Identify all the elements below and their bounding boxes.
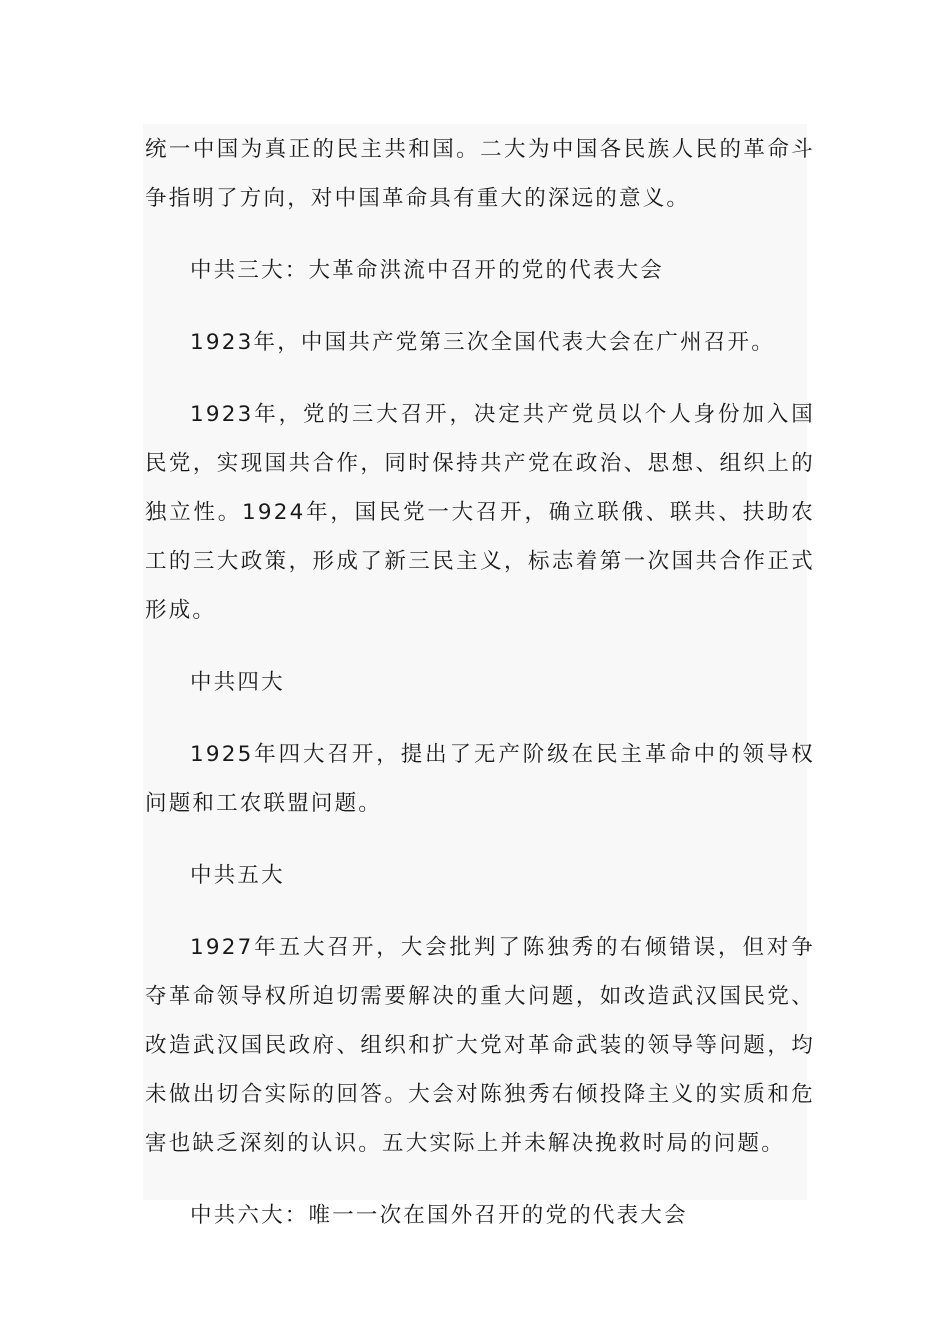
document-body (145, 124, 815, 1240)
paragraph-san-da-detail: 1923年，党的三大召开，决定共产党员以个人身份加入国民党，实现国共合作，同时保持共产党在政治、思想、组织上的独立性。1924年，国民党一大召开，确立联俄、联共、扶助农工的三大政策，形成了新三民主义，标志着第一次国共合作正式形成。 (145, 402, 815, 623)
heading-wu-da: 中共五大 (190, 863, 285, 888)
paragraph-wu-da: 1927年五大召开，大会批判了陈独秀的右倾错误，但对争夺革命领导权所迫切需要解决的重大问题，如改造武汉国民党、改造武汉国民政府、组织和扩大党对革命武装的领导等问题，均未做出切合实际的回答。大会对陈独秀右倾投降主义的实质和危害也缺乏深刻的认识。五大实际上并未解决挽救时局的问题。 (145, 935, 815, 1156)
paragraph-si-da: 1925年四大召开，提出了无产阶级在民主革命中的领导权问题和工农联盟问题。 (145, 742, 815, 816)
heading-san-da: 中共三大：大革命洪流中召开的党的代表大会 (190, 258, 665, 283)
heading-si-da: 中共四大 (190, 670, 285, 695)
heading-liu-da: 中共六大：唯一一次在国外召开的党的代表大会 (190, 1203, 688, 1228)
paragraph-er-da-conclusion: 统一中国为真正的民主共和国。二大为中国各民族人民的革命斗争指明了方向，对中国革命具有重大的深远的意义。 (145, 137, 815, 211)
paragraph-san-da-intro: 1923年，中国共产党第三次全国代表大会在广州召开。 (190, 330, 775, 355)
